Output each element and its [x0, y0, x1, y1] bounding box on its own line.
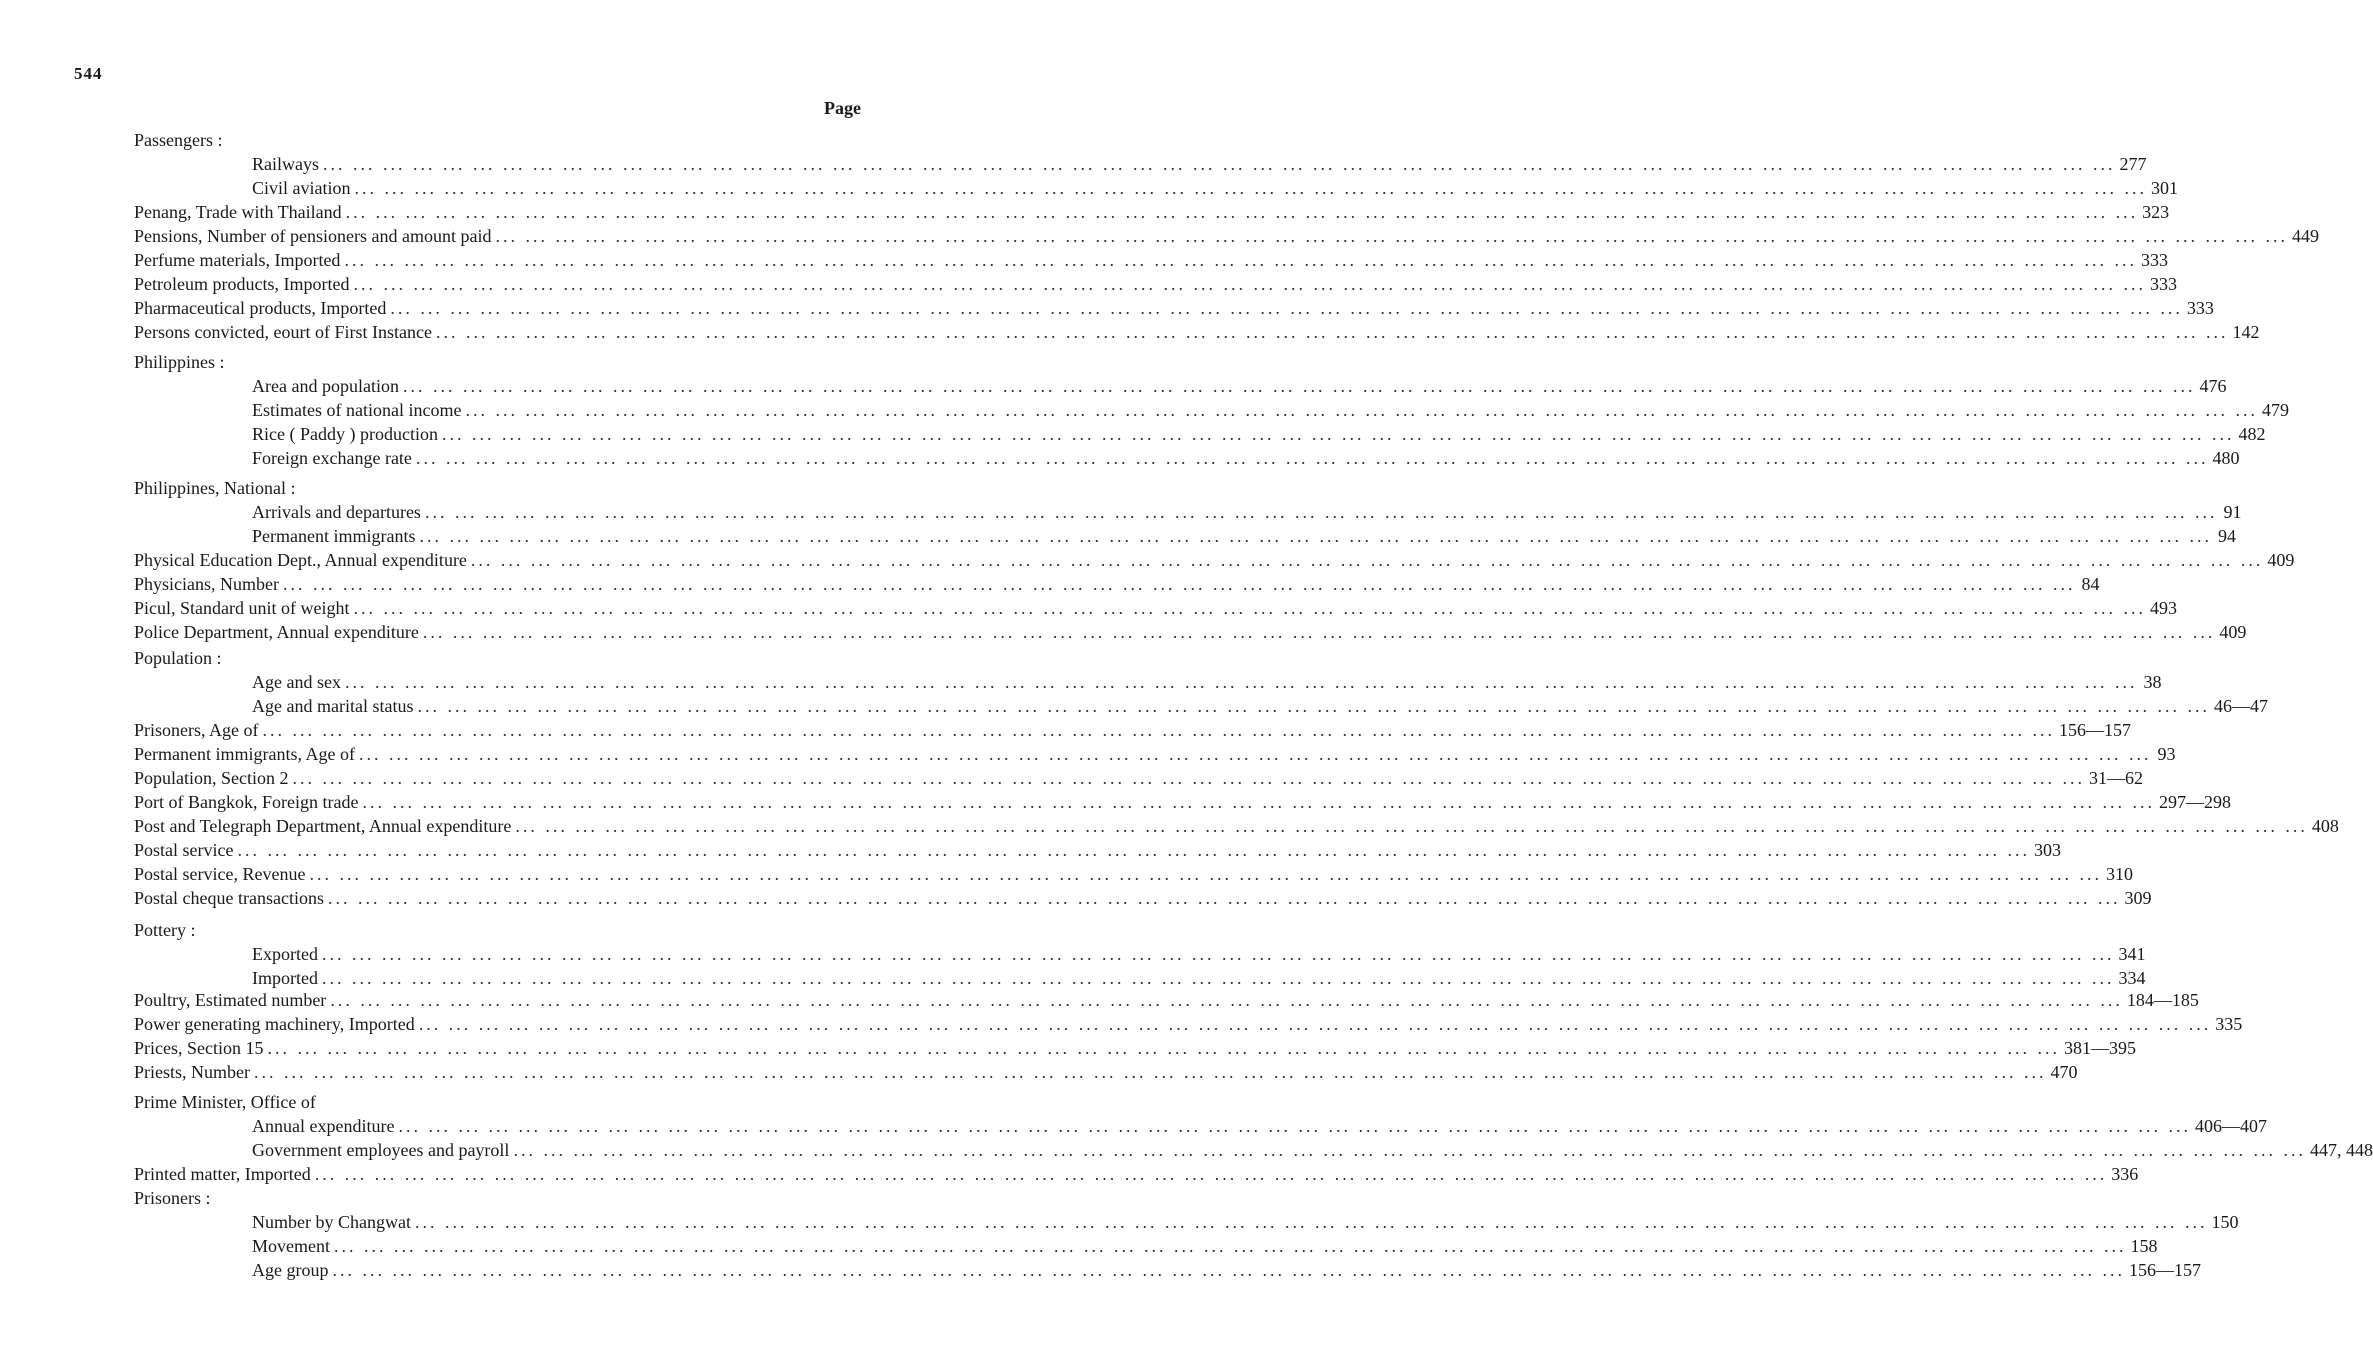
entry-label: Postal cheque transactions — [134, 888, 324, 908]
entry-label: Age group — [252, 1260, 329, 1280]
index-subentry — [252, 152, 2147, 176]
entry-page-ref: 156—157 — [2059, 720, 2131, 740]
entry-page-ref: 335 — [2215, 1014, 2243, 1034]
entry-page-ref: 336 — [2111, 1164, 2139, 1184]
index-subentry — [252, 942, 2146, 966]
entry-page-ref: 150 — [2211, 1212, 2239, 1232]
entry-label: Civil aviation — [252, 178, 351, 198]
entry-page-ref: 303 — [2033, 840, 2061, 860]
entry-label: Port of Bangkok, Foreign trade — [134, 792, 359, 812]
leader-dots: ... ... ... ... ... ... ... ... ... ... ... ... ... ... ... ... ... ... ... ... ... ... ... ... ... ... ... ... ... ... ... ... ... ... ... ... ... ... ... ... ... ... ... ... ... ... ... ... ... ... ... ... ... ... ... ... ... ... ... ... — [327, 888, 2121, 908]
entry-page-ref: 297—298 — [2158, 792, 2231, 812]
entry-page-ref: 333 — [2186, 298, 2214, 318]
index-entry — [134, 1162, 2139, 1186]
entry-label: Persons convicted, eourt of First Instance — [134, 322, 432, 342]
entry-label: Government employees and payroll — [252, 1140, 510, 1160]
entry-label: Permanent immigrants, Age of — [134, 744, 355, 764]
index-subentry — [252, 1210, 2239, 1234]
leader-dots: ... ... ... ... ... ... ... ... ... ... ... ... ... ... ... ... ... ... ... ... ... ... ... ... ... ... ... ... ... ... ... ... ... ... ... ... ... ... ... ... ... ... ... ... ... ... ... ... ... ... ... ... ... ... ... ... ... ... ... ... — [435, 322, 2229, 342]
entry-page-ref: 476 — [2199, 376, 2227, 396]
leader-dots: ... ... ... ... ... ... ... ... ... ... ... ... ... ... ... ... ... ... ... ... ... ... ... ... ... ... ... ... ... ... ... ... ... ... ... ... ... ... ... ... ... ... ... ... ... ... ... ... ... ... ... ... ... ... ... ... ... ... ... ... — [402, 376, 2196, 396]
entry-label: Arrivals and departures — [252, 502, 421, 522]
leader-dots: ... ... ... ... ... ... ... ... ... ... ... ... ... ... ... ... ... ... ... ... ... ... ... ... ... ... ... ... ... ... ... ... ... ... ... ... ... ... ... ... ... ... ... ... ... ... ... ... ... ... ... ... ... ... ... ... ... ... ... ... — [414, 1212, 2208, 1232]
index-entry — [134, 224, 2319, 248]
leader-dots: ... ... ... ... ... ... ... ... ... ... ... ... ... ... ... ... ... ... ... ... ... ... ... ... ... ... ... ... ... ... ... ... ... ... ... ... ... ... ... ... ... ... ... ... ... ... ... ... ... ... ... ... ... ... ... ... ... ... ... ... — [321, 944, 2115, 964]
entry-label: Printed matter, Imported — [134, 1164, 311, 1184]
entry-label: Physical Education Dept., Annual expenditure — [134, 550, 467, 570]
entry-page-ref: 482 — [2238, 424, 2266, 444]
entry-page-ref: 480 — [2212, 448, 2240, 468]
entry-label: Population, Section 2 — [134, 768, 289, 788]
index-entry — [134, 200, 2170, 224]
entry-label: Movement — [252, 1236, 330, 1256]
entry-page-ref: 91 — [2223, 502, 2242, 522]
entry-page-ref: 409 — [2219, 622, 2247, 642]
leader-dots: ... ... ... ... ... ... ... ... ... ... ... ... ... ... ... ... ... ... ... ... ... ... ... ... ... ... ... ... ... ... ... ... ... ... ... ... ... ... ... ... ... ... ... ... ... ... ... ... ... ... ... ... ... ... ... ... ... ... ... ... — [495, 226, 2288, 246]
leader-dots: ... ... ... ... ... ... ... ... ... ... ... ... ... ... ... ... ... ... ... ... ... ... ... ... ... ... ... ... ... ... ... ... ... ... ... ... ... ... ... ... ... ... ... ... ... ... ... ... ... ... ... ... ... ... ... ... ... ... ... ... — [358, 744, 2152, 764]
entry-page-ref: 46—47 — [2213, 696, 2268, 716]
entry-page-ref: 84 — [2081, 574, 2100, 594]
index-entry — [134, 1060, 2078, 1084]
index-entry — [134, 296, 2214, 320]
index-entry — [134, 988, 2199, 1012]
entry-label: Postal service — [134, 840, 234, 860]
entry-page-ref: 277 — [2119, 154, 2147, 174]
entry-label: Prisoners, Age of — [134, 720, 259, 740]
leader-dots: ... ... ... ... ... ... ... ... ... ... ... ... ... ... ... ... ... ... ... ... ... ... ... ... ... ... ... ... ... ... ... ... ... ... ... ... ... ... ... ... ... ... ... ... ... ... ... ... ... ... ... ... ... ... ... ... ... ... ... ... — [282, 574, 2076, 594]
leader-dots: ... ... ... ... ... ... ... ... ... ... ... ... ... ... ... ... ... ... ... ... ... ... ... ... ... ... ... ... ... ... ... ... ... ... ... ... ... ... ... ... ... ... ... ... ... ... ... ... ... ... ... ... ... ... ... ... ... ... ... ... — [309, 864, 2102, 884]
index-subentry — [252, 500, 2242, 524]
index-entry — [134, 1012, 2243, 1036]
leader-dots: ... ... ... ... ... ... ... ... ... ... ... ... ... ... ... ... ... ... ... ... ... ... ... ... ... ... ... ... ... ... ... ... ... ... ... ... ... ... ... ... ... ... ... ... ... ... ... ... ... ... ... ... ... ... ... ... ... ... ... ... — [330, 990, 2123, 1010]
index-entry — [134, 718, 2131, 742]
leader-dots: ... ... ... ... ... ... ... ... ... ... ... ... ... ... ... ... ... ... ... ... ... ... ... ... ... ... ... ... ... ... ... ... ... ... ... ... ... ... ... ... ... ... ... ... ... ... ... ... ... ... ... ... ... ... ... ... ... ... ... ... — [344, 250, 2137, 270]
index-entry — [134, 320, 2260, 344]
entry-label: Prices, Section 15 — [134, 1038, 264, 1058]
entry-label: Foreign exchange rate — [252, 448, 412, 468]
index-heading: Pottery : — [134, 920, 196, 940]
index-entry — [134, 572, 2100, 596]
index-subentry — [252, 374, 2227, 398]
index-entry — [134, 838, 2061, 862]
entry-label: Priests, Number — [134, 1062, 250, 1082]
leader-dots: ... ... ... ... ... ... ... ... ... ... ... ... ... ... ... ... ... ... ... ... ... ... ... ... ... ... ... ... ... ... ... ... ... ... ... ... ... ... ... ... ... ... ... ... ... ... ... ... ... ... ... ... ... ... ... ... ... ... ... ... — [422, 622, 2216, 642]
entry-label: Age and marital status — [252, 696, 414, 716]
index-subentry — [252, 422, 2266, 446]
index-entry — [134, 790, 2231, 814]
entry-page-ref: 479 — [2261, 400, 2289, 420]
entry-page-ref: 301 — [2151, 178, 2178, 198]
leader-dots: ... ... ... ... ... ... ... ... ... ... ... ... ... ... ... ... ... ... ... ... ... ... ... ... ... ... ... ... ... ... ... ... ... ... ... ... ... ... ... ... ... ... ... ... ... ... ... ... ... ... ... ... ... ... ... ... ... ... ... ... — [513, 1140, 2306, 1160]
entry-page-ref: 333 — [2140, 250, 2168, 270]
entry-page-ref: 31—62 — [2089, 768, 2143, 788]
leader-dots: ... ... ... ... ... ... ... ... ... ... ... ... ... ... ... ... ... ... ... ... ... ... ... ... ... ... ... ... ... ... ... ... ... ... ... ... ... ... ... ... ... ... ... ... ... ... ... ... ... ... ... ... ... ... ... ... ... ... ... ... — [344, 672, 2138, 692]
index-subentry — [252, 176, 2178, 200]
entry-label: Area and population — [252, 376, 399, 396]
index-subentry — [252, 1114, 2267, 1138]
entry-label: Post and Telegraph Department, Annual expenditure — [134, 816, 512, 836]
entry-label: Imported — [252, 968, 318, 988]
leader-dots: ... ... ... ... ... ... ... ... ... ... ... ... ... ... ... ... ... ... ... ... ... ... ... ... ... ... ... ... ... ... ... ... ... ... ... ... ... ... ... ... ... ... ... ... ... ... ... ... ... ... ... ... ... ... ... ... ... ... ... ... — [237, 840, 2030, 860]
index-heading: Philippines : — [134, 352, 225, 372]
leader-dots: ... ... ... ... ... ... ... ... ... ... ... ... ... ... ... ... ... ... ... ... ... ... ... ... ... ... ... ... ... ... ... ... ... ... ... ... ... ... ... ... ... ... ... ... ... ... ... ... ... ... ... ... ... ... ... ... ... ... ... ... — [314, 1164, 2108, 1184]
entry-page-ref: 334 — [2118, 968, 2146, 988]
leader-dots: ... ... ... ... ... ... ... ... ... ... ... ... ... ... ... ... ... ... ... ... ... ... ... ... ... ... ... ... ... ... ... ... ... ... ... ... ... ... ... ... ... ... ... ... ... ... ... ... ... ... ... ... ... ... ... ... ... ... ... ... — [353, 274, 2146, 294]
index-subentry — [252, 446, 2240, 470]
index-entry — [134, 248, 2168, 272]
entry-page-ref: 381—395 — [2063, 1038, 2136, 1058]
index-entry — [134, 620, 2247, 644]
entry-label: Penang, Trade with Thailand — [134, 202, 342, 222]
entry-page-ref: 309 — [2124, 888, 2152, 908]
index-entry — [134, 596, 2177, 620]
entry-page-ref: 447, 448 — [2309, 1140, 2373, 1160]
leader-dots: ... ... ... ... ... ... ... ... ... ... ... ... ... ... ... ... ... ... ... ... ... ... ... ... ... ... ... ... ... ... ... ... ... ... ... ... ... ... ... ... ... ... ... ... ... ... ... ... ... ... ... ... ... ... ... ... ... ... ... ... — [292, 768, 2085, 788]
index-subentry — [252, 524, 2236, 548]
entry-page-ref: 449 — [2291, 226, 2319, 246]
leader-dots: ... ... ... ... ... ... ... ... ... ... ... ... ... ... ... ... ... ... ... ... ... ... ... ... ... ... ... ... ... ... ... ... ... ... ... ... ... ... ... ... ... ... ... ... ... ... ... ... ... ... ... ... ... ... ... ... ... ... ... ... — [417, 696, 2210, 716]
entry-label: Poultry, Estimated number — [134, 990, 327, 1010]
index-heading: Prime Minister, Office of — [134, 1092, 316, 1112]
entry-page-ref: 184—185 — [2126, 990, 2199, 1010]
leader-dots: ... ... ... ... ... ... ... ... ... ... ... ... ... ... ... ... ... ... ... ... ... ... ... ... ... ... ... ... ... ... ... ... ... ... ... ... ... ... ... ... ... ... ... ... ... ... ... ... ... ... ... ... ... ... ... ... ... ... ... ... — [398, 1116, 2191, 1136]
page-column-header: Page — [824, 98, 861, 118]
entry-label: Petroleum products, Imported — [134, 274, 350, 294]
entry-page-ref: 310 — [2105, 864, 2133, 884]
leader-dots: ... ... ... ... ... ... ... ... ... ... ... ... ... ... ... ... ... ... ... ... ... ... ... ... ... ... ... ... ... ... ... ... ... ... ... ... ... ... ... ... ... ... ... ... ... ... ... ... ... ... ... ... ... ... ... ... ... ... ... ... — [345, 202, 2139, 222]
index-subentry — [252, 1258, 2201, 1282]
leader-dots: ... ... ... ... ... ... ... ... ... ... ... ... ... ... ... ... ... ... ... ... ... ... ... ... ... ... ... ... ... ... ... ... ... ... ... ... ... ... ... ... ... ... ... ... ... ... ... ... ... ... ... ... ... ... ... ... ... ... ... ... — [321, 968, 2115, 988]
leader-dots: ... ... ... ... ... ... ... ... ... ... ... ... ... ... ... ... ... ... ... ... ... ... ... ... ... ... ... ... ... ... ... ... ... ... ... ... ... ... ... ... ... ... ... ... ... ... ... ... ... ... ... ... ... ... ... ... ... ... ... ... — [267, 1038, 2060, 1058]
leader-dots: ... ... ... ... ... ... ... ... ... ... ... ... ... ... ... ... ... ... ... ... ... ... ... ... ... ... ... ... ... ... ... ... ... ... ... ... ... ... ... ... ... ... ... ... ... ... ... ... ... ... ... ... ... ... ... ... ... ... ... ... — [390, 298, 2183, 318]
entry-page-ref: 341 — [2118, 944, 2146, 964]
entry-page-ref: 94 — [2217, 526, 2236, 546]
entry-page-ref: 93 — [2157, 744, 2176, 764]
leader-dots: ... ... ... ... ... ... ... ... ... ... ... ... ... ... ... ... ... ... ... ... ... ... ... ... ... ... ... ... ... ... ... ... ... ... ... ... ... ... ... ... ... ... ... ... ... ... ... ... ... ... ... ... ... ... ... ... ... ... ... ... — [362, 792, 2155, 812]
index-entry — [134, 742, 2176, 766]
index-subentry — [252, 966, 2146, 990]
index-heading: Population : — [134, 648, 222, 668]
entry-label: Picul, Standard unit of weight — [134, 598, 350, 618]
entry-label: Permanent immigrants — [252, 526, 416, 546]
leader-dots: ... ... ... ... ... ... ... ... ... ... ... ... ... ... ... ... ... ... ... ... ... ... ... ... ... ... ... ... ... ... ... ... ... ... ... ... ... ... ... ... ... ... ... ... ... ... ... ... ... ... ... ... ... ... ... ... ... ... ... ... — [424, 502, 2218, 522]
leader-dots: ... ... ... ... ... ... ... ... ... ... ... ... ... ... ... ... ... ... ... ... ... ... ... ... ... ... ... ... ... ... ... ... ... ... ... ... ... ... ... ... ... ... ... ... ... ... ... ... ... ... ... ... ... ... ... ... ... ... ... ... — [332, 1260, 2125, 1280]
entry-page-ref: 142 — [2232, 322, 2260, 342]
entry-page-ref: 408 — [2311, 816, 2339, 836]
index-entry — [134, 766, 2143, 790]
leader-dots: ... ... ... ... ... ... ... ... ... ... ... ... ... ... ... ... ... ... ... ... ... ... ... ... ... ... ... ... ... ... ... ... ... ... ... ... ... ... ... ... ... ... ... ... ... ... ... ... ... ... ... ... ... ... ... ... ... ... ... ... — [323, 154, 2116, 174]
leader-dots: ... ... ... ... ... ... ... ... ... ... ... ... ... ... ... ... ... ... ... ... ... ... ... ... ... ... ... ... ... ... ... ... ... ... ... ... ... ... ... ... ... ... ... ... ... ... ... ... ... ... ... ... ... ... ... ... ... ... ... ... — [354, 178, 2147, 198]
index-heading: Prisoners : — [134, 1188, 211, 1208]
entry-label: Annual expenditure — [252, 1116, 395, 1136]
leader-dots: ... ... ... ... ... ... ... ... ... ... ... ... ... ... ... ... ... ... ... ... ... ... ... ... ... ... ... ... ... ... ... ... ... ... ... ... ... ... ... ... ... ... ... ... ... ... ... ... ... ... ... ... ... ... ... ... ... ... ... ... — [419, 526, 2212, 546]
index-subentry — [252, 1234, 2158, 1258]
index-heading: Passengers : — [134, 130, 223, 150]
entry-page-ref: 38 — [2143, 672, 2162, 692]
index-entry — [134, 1036, 2136, 1060]
entry-label: Rice ( Paddy ) production — [252, 424, 438, 444]
entry-label: Exported — [252, 944, 318, 964]
leader-dots: ... ... ... ... ... ... ... ... ... ... ... ... ... ... ... ... ... ... ... ... ... ... ... ... ... ... ... ... ... ... ... ... ... ... ... ... ... ... ... ... ... ... ... ... ... ... ... ... ... ... ... ... ... ... ... ... ... ... ... ... — [441, 424, 2235, 444]
entry-label: Police Department, Annual expenditure — [134, 622, 419, 642]
index-entry — [134, 862, 2133, 886]
entry-label: Number by Changwat — [252, 1212, 411, 1232]
entry-page-ref: 156—157 — [2128, 1260, 2201, 1280]
entry-label: Pharmaceutical products, Imported — [134, 298, 387, 318]
leader-dots: ... ... ... ... ... ... ... ... ... ... ... ... ... ... ... ... ... ... ... ... ... ... ... ... ... ... ... ... ... ... ... ... ... ... ... ... ... ... ... ... ... ... ... ... ... ... ... ... ... ... ... ... ... ... ... ... ... ... ... ... — [515, 816, 2308, 836]
leader-dots: ... ... ... ... ... ... ... ... ... ... ... ... ... ... ... ... ... ... ... ... ... ... ... ... ... ... ... ... ... ... ... ... ... ... ... ... ... ... ... ... ... ... ... ... ... ... ... ... ... ... ... ... ... ... ... ... ... ... ... ... — [465, 400, 2258, 420]
entry-page-ref: 323 — [2142, 202, 2170, 222]
leader-dots: ... ... ... ... ... ... ... ... ... ... ... ... ... ... ... ... ... ... ... ... ... ... ... ... ... ... ... ... ... ... ... ... ... ... ... ... ... ... ... ... ... ... ... ... ... ... ... ... ... ... ... ... ... ... ... ... ... ... ... ... — [353, 598, 2146, 618]
leader-dots: ... ... ... ... ... ... ... ... ... ... ... ... ... ... ... ... ... ... ... ... ... ... ... ... ... ... ... ... ... ... ... ... ... ... ... ... ... ... ... ... ... ... ... ... ... ... ... ... ... ... ... ... ... ... ... ... ... ... ... ... — [262, 720, 2055, 740]
index-subentry — [252, 670, 2162, 694]
leader-dots: ... ... ... ... ... ... ... ... ... ... ... ... ... ... ... ... ... ... ... ... ... ... ... ... ... ... ... ... ... ... ... ... ... ... ... ... ... ... ... ... ... ... ... ... ... ... ... ... ... ... ... ... ... ... ... ... ... ... ... ... — [415, 448, 2209, 468]
entry-page-ref: 470 — [2050, 1062, 2078, 1082]
leader-dots: ... ... ... ... ... ... ... ... ... ... ... ... ... ... ... ... ... ... ... ... ... ... ... ... ... ... ... ... ... ... ... ... ... ... ... ... ... ... ... ... ... ... ... ... ... ... ... ... ... ... ... ... ... ... ... ... ... ... ... ... — [470, 550, 2264, 570]
entry-page-ref: 493 — [2149, 598, 2177, 618]
index-entry — [134, 886, 2152, 910]
entry-label: Postal service, Revenue — [134, 864, 306, 884]
entry-label: Perfume materials, Imported — [134, 250, 341, 270]
index-subentry — [252, 694, 2268, 718]
entry-page-ref: 333 — [2149, 274, 2177, 294]
entry-label: Pensions, Number of pensioners and amount paid — [134, 226, 492, 246]
leader-dots: ... ... ... ... ... ... ... ... ... ... ... ... ... ... ... ... ... ... ... ... ... ... ... ... ... ... ... ... ... ... ... ... ... ... ... ... ... ... ... ... ... ... ... ... ... ... ... ... ... ... ... ... ... ... ... ... ... ... ... ... — [418, 1014, 2212, 1034]
entry-page-ref: 406—407 — [2194, 1116, 2267, 1136]
index-entry — [134, 814, 2339, 838]
leader-dots: ... ... ... ... ... ... ... ... ... ... ... ... ... ... ... ... ... ... ... ... ... ... ... ... ... ... ... ... ... ... ... ... ... ... ... ... ... ... ... ... ... ... ... ... ... ... ... ... ... ... ... ... ... ... ... ... ... ... ... ... — [334, 1236, 2127, 1256]
page-number: 544 — [74, 64, 103, 83]
index-subentry — [252, 398, 2289, 422]
entry-label: Age and sex — [252, 672, 341, 692]
index-subentry — [252, 1138, 2373, 1162]
index-entry — [134, 548, 2295, 572]
entry-page-ref: 158 — [2130, 1236, 2158, 1256]
entry-label: Power generating machinery, Imported — [134, 1014, 415, 1034]
entry-label: Estimates of national income — [252, 400, 462, 420]
index-entry — [134, 272, 2177, 296]
entry-label: Physicians, Number — [134, 574, 279, 594]
index-heading: Philippines, National : — [134, 478, 296, 498]
entry-page-ref: 409 — [2267, 550, 2295, 570]
entry-label: Railways — [252, 154, 319, 174]
leader-dots: ... ... ... ... ... ... ... ... ... ... ... ... ... ... ... ... ... ... ... ... ... ... ... ... ... ... ... ... ... ... ... ... ... ... ... ... ... ... ... ... ... ... ... ... ... ... ... ... ... ... ... ... ... ... ... ... ... ... ... ... — [254, 1062, 2047, 1082]
